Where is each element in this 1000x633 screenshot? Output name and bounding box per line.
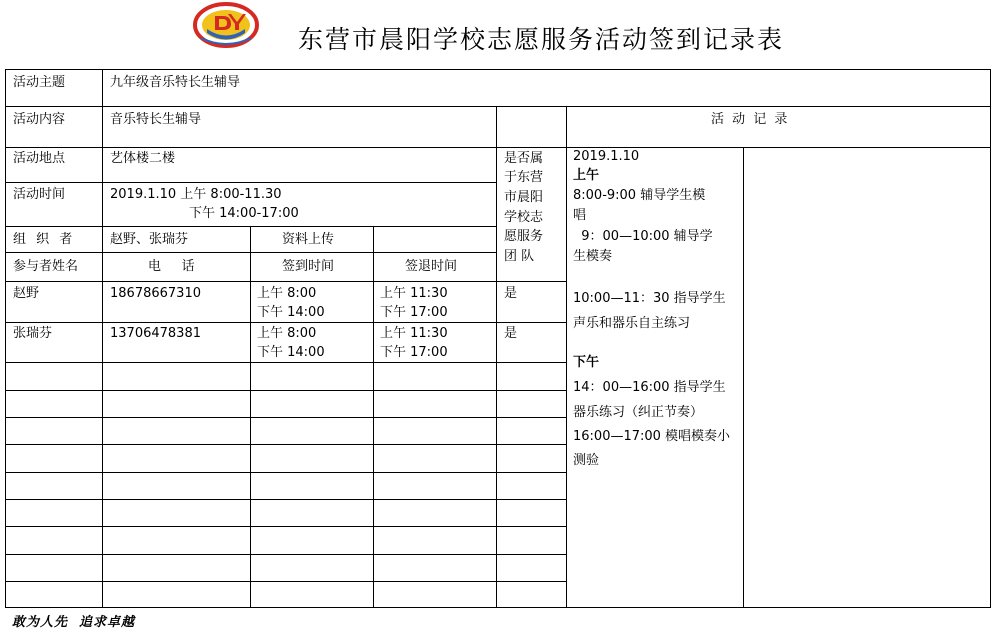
- team-member-value: 是: [504, 286, 518, 301]
- time-line2: 下午 14:00-17:00: [189, 206, 299, 221]
- upload-label: 资料上传: [282, 232, 335, 247]
- content-value: 音乐特长生辅导: [110, 112, 202, 127]
- signout-am: 上午 11:30: [380, 286, 448, 301]
- location-value: 艺体楼二楼: [110, 151, 176, 166]
- time-line1: 2019.1.10 上午 8:00-11.30: [110, 187, 282, 202]
- signin-am: 上午 8:00: [257, 286, 317, 301]
- signout-am: 上午 11:30: [380, 326, 448, 341]
- header-signout: 签退时间: [405, 259, 458, 274]
- team-member-value: 是: [504, 326, 518, 341]
- form-title: 东营市晨阳学校志愿服务活动签到记录表: [298, 25, 785, 54]
- theme-label: 活动主题: [13, 75, 66, 90]
- participant-name: 赵野: [13, 286, 40, 301]
- record-date: 2019.1.10: [573, 149, 640, 164]
- record-header: 活 动 记 录: [711, 112, 790, 127]
- school-motto: 敢为人先 追求卓越: [12, 615, 136, 630]
- record-pm-heading: 下午: [573, 355, 600, 370]
- signout-pm: 下午 17:00: [380, 345, 448, 360]
- organizer-value: 赵野、张瑞芬: [110, 232, 189, 247]
- school-logo: [193, 2, 259, 48]
- participant-name: 张瑞芬: [13, 326, 53, 341]
- participant-phone: 18678667310: [110, 286, 201, 301]
- signin-pm: 下午 14:00: [257, 305, 325, 320]
- signin-pm: 下午 14:00: [257, 345, 325, 360]
- time-label: 活动时间: [13, 187, 66, 202]
- header-phone: 电 话: [148, 259, 195, 274]
- header-name: 参与者姓名: [13, 259, 79, 274]
- signout-pm: 下午 17:00: [380, 305, 448, 320]
- signin-am: 上午 8:00: [257, 326, 317, 341]
- record-am-heading: 上午: [573, 168, 600, 183]
- content-label: 活动内容: [13, 112, 66, 127]
- participant-phone: 13706478381: [110, 326, 201, 341]
- signin-table: 活动主题 九年级音乐特长生辅导 活动内容 音乐特长生辅导 活 动 记 录 活动地点 艺体楼二楼 是否属 于东营 市晨阳 学校志 愿服务 团 队 活动时间 2019.1.10 上午 8:00-11.30 下午 14:00-17:00 组 织 者 赵野、张瑞芬 资料上传 参与者姓名 电 话 签到时间 签退时间 赵野 18678667310 上午 8:00 下午 14:00 上午 11:30 下午 17:00 是 张瑞芬 13706478381 上午 8:00 下午 14:00 上午 11:30 下午 17:00 是 2019.1.10 上午 8:00-9:00 辅导学生模 唱 9：00—10:00 辅导学 生模奏 10:00—11：30 指导学生 声乐和器乐自主练习 下午 14：00—16:00 指导学生 器乐练习（纠正节奏） 16:00—17:00 模唱模奏小 测验: [5, 69, 991, 608]
- upload-cell[interactable]: [374, 227, 496, 252]
- location-label: 活动地点: [13, 151, 66, 166]
- header-signin: 签到时间: [282, 259, 335, 274]
- organizer-label: 组 织 者: [13, 232, 76, 247]
- theme-value: 九年级音乐特长生辅导: [110, 75, 241, 90]
